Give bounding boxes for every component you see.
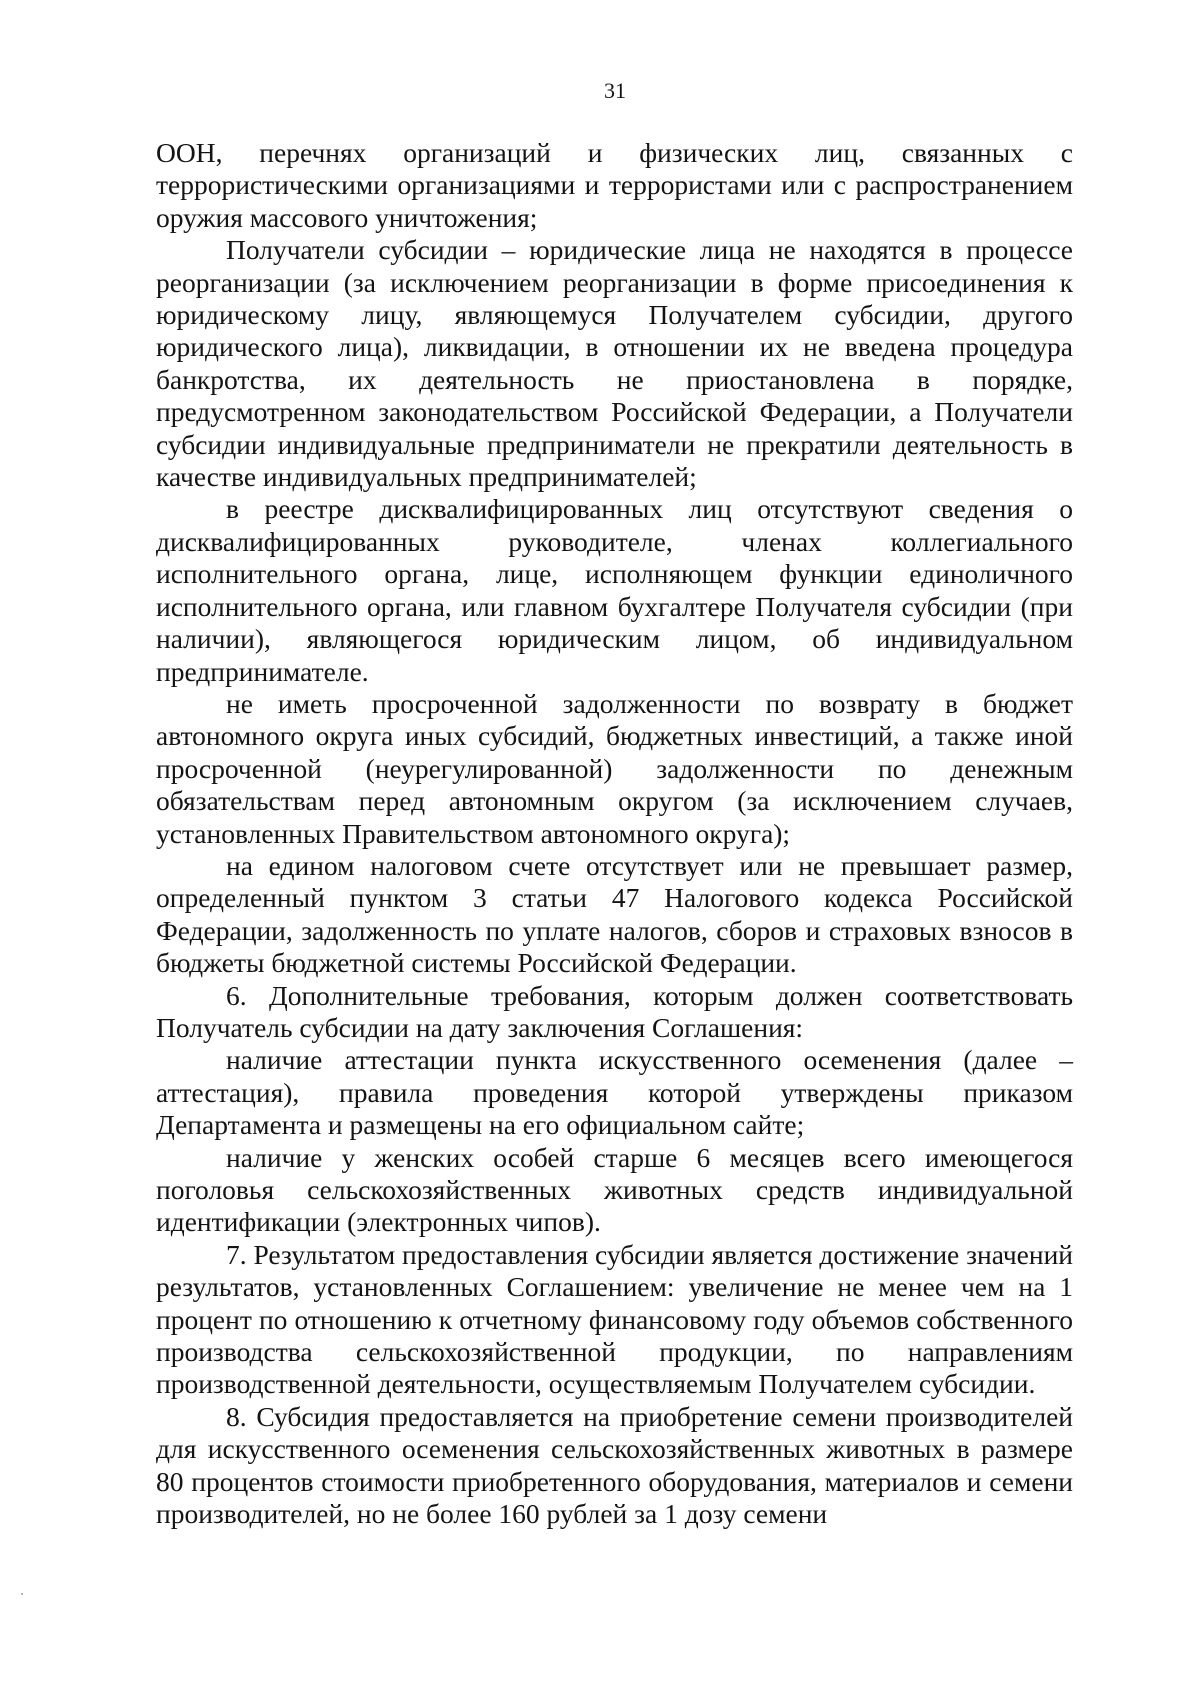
section-paragraph: 7. Результатом предоставления субсидии является достижение значений результатов, установленных Соглашением: увеличение не менее чем на 1 процент по отношению к отчетному финансовому году объемов собственного производства сельскохозяйственной продукции, по направлениям производственной деятельности, осуществляемым Получателем субсидии. (156, 1238, 1074, 1400)
paragraph: Получатели субсидии – юридические лица не находятся в процессе реорганизации (за исключением реорганизации в форме присоединения к юридическому лицу, являющемуся Получателем субсидии, другого юридического лица), ликвидации, в отношении их не введена процедура банкротства, их деятельность не приостановлена в порядке, предусмотренном законодательством Российской Федерации, а Получатели субсидии индивидуальные предприниматели не прекратили деятельность в качестве индивидуальных предпринимателей; (156, 234, 1073, 493)
section-heading-paragraph: 6. Дополнительные требования, которым должен соответствовать Получатель субсидии на дату заключения Соглашения: (156, 979, 1073, 1043)
paragraph: наличие у женских особей старше 6 месяцев всего имеющегося поголовья сельскохозяйственных животных средств индивидуальной идентификации (электронных чипов). (156, 1141, 1073, 1238)
paragraph: наличие аттестации пункта искусственного осеменения (далее – аттестация), правила проведения которой утверждены приказом Департамента и размещены на его официальном сайте; (156, 1044, 1073, 1141)
paragraph: ООН, перечнях организаций и физических лиц, связанных с террористическими организациями и террористами или с распространением оружия массового уничтожения; (156, 137, 1073, 233)
paragraph: на едином налоговом счете отсутствует или не превышает размер, определенный пунктом 3 статьи 47 Налогового кодекса Российской Федерации, задолженность по уплате налогов, сборов и страховых взносов в бюджеты бюджетной системы Российской Федерации. (156, 849, 1073, 979)
document-body (156, 137, 1073, 1530)
section-paragraph: 8. Субсидия предоставляется на приобретение семени производителей для искусственного осеменения сельскохозяйственных животных в размере 80 процентов стоимости приобретенного оборудования, материалов и семени производителей, но не более 160 рублей за 1 дозу семени (156, 1400, 1073, 1530)
paragraph: не иметь просроченной задолженности по возврату в бюджет автономного округа иных субсидий, бюджетных инвестиций, а также иной просроченной (неурегулированной) задолженности по денежным обязательствам перед автономным округом (за исключением случаев, установленных Правительством автономного округа); (156, 687, 1073, 849)
scan-artifact (21, 1593, 23, 1595)
paragraph: в реестре дисквалифицированных лиц отсутствуют сведения о дисквалифицированных руководителе, членах коллегиального исполнительного органа, лице, исполняющем функции единоличного исполнительного органа, или главном бухгалтере Получателя субсидии (при наличии), являющегося юридическим лицом, об индивидуальном предпринимателе. (156, 493, 1073, 687)
page-number: 31 (604, 78, 626, 103)
